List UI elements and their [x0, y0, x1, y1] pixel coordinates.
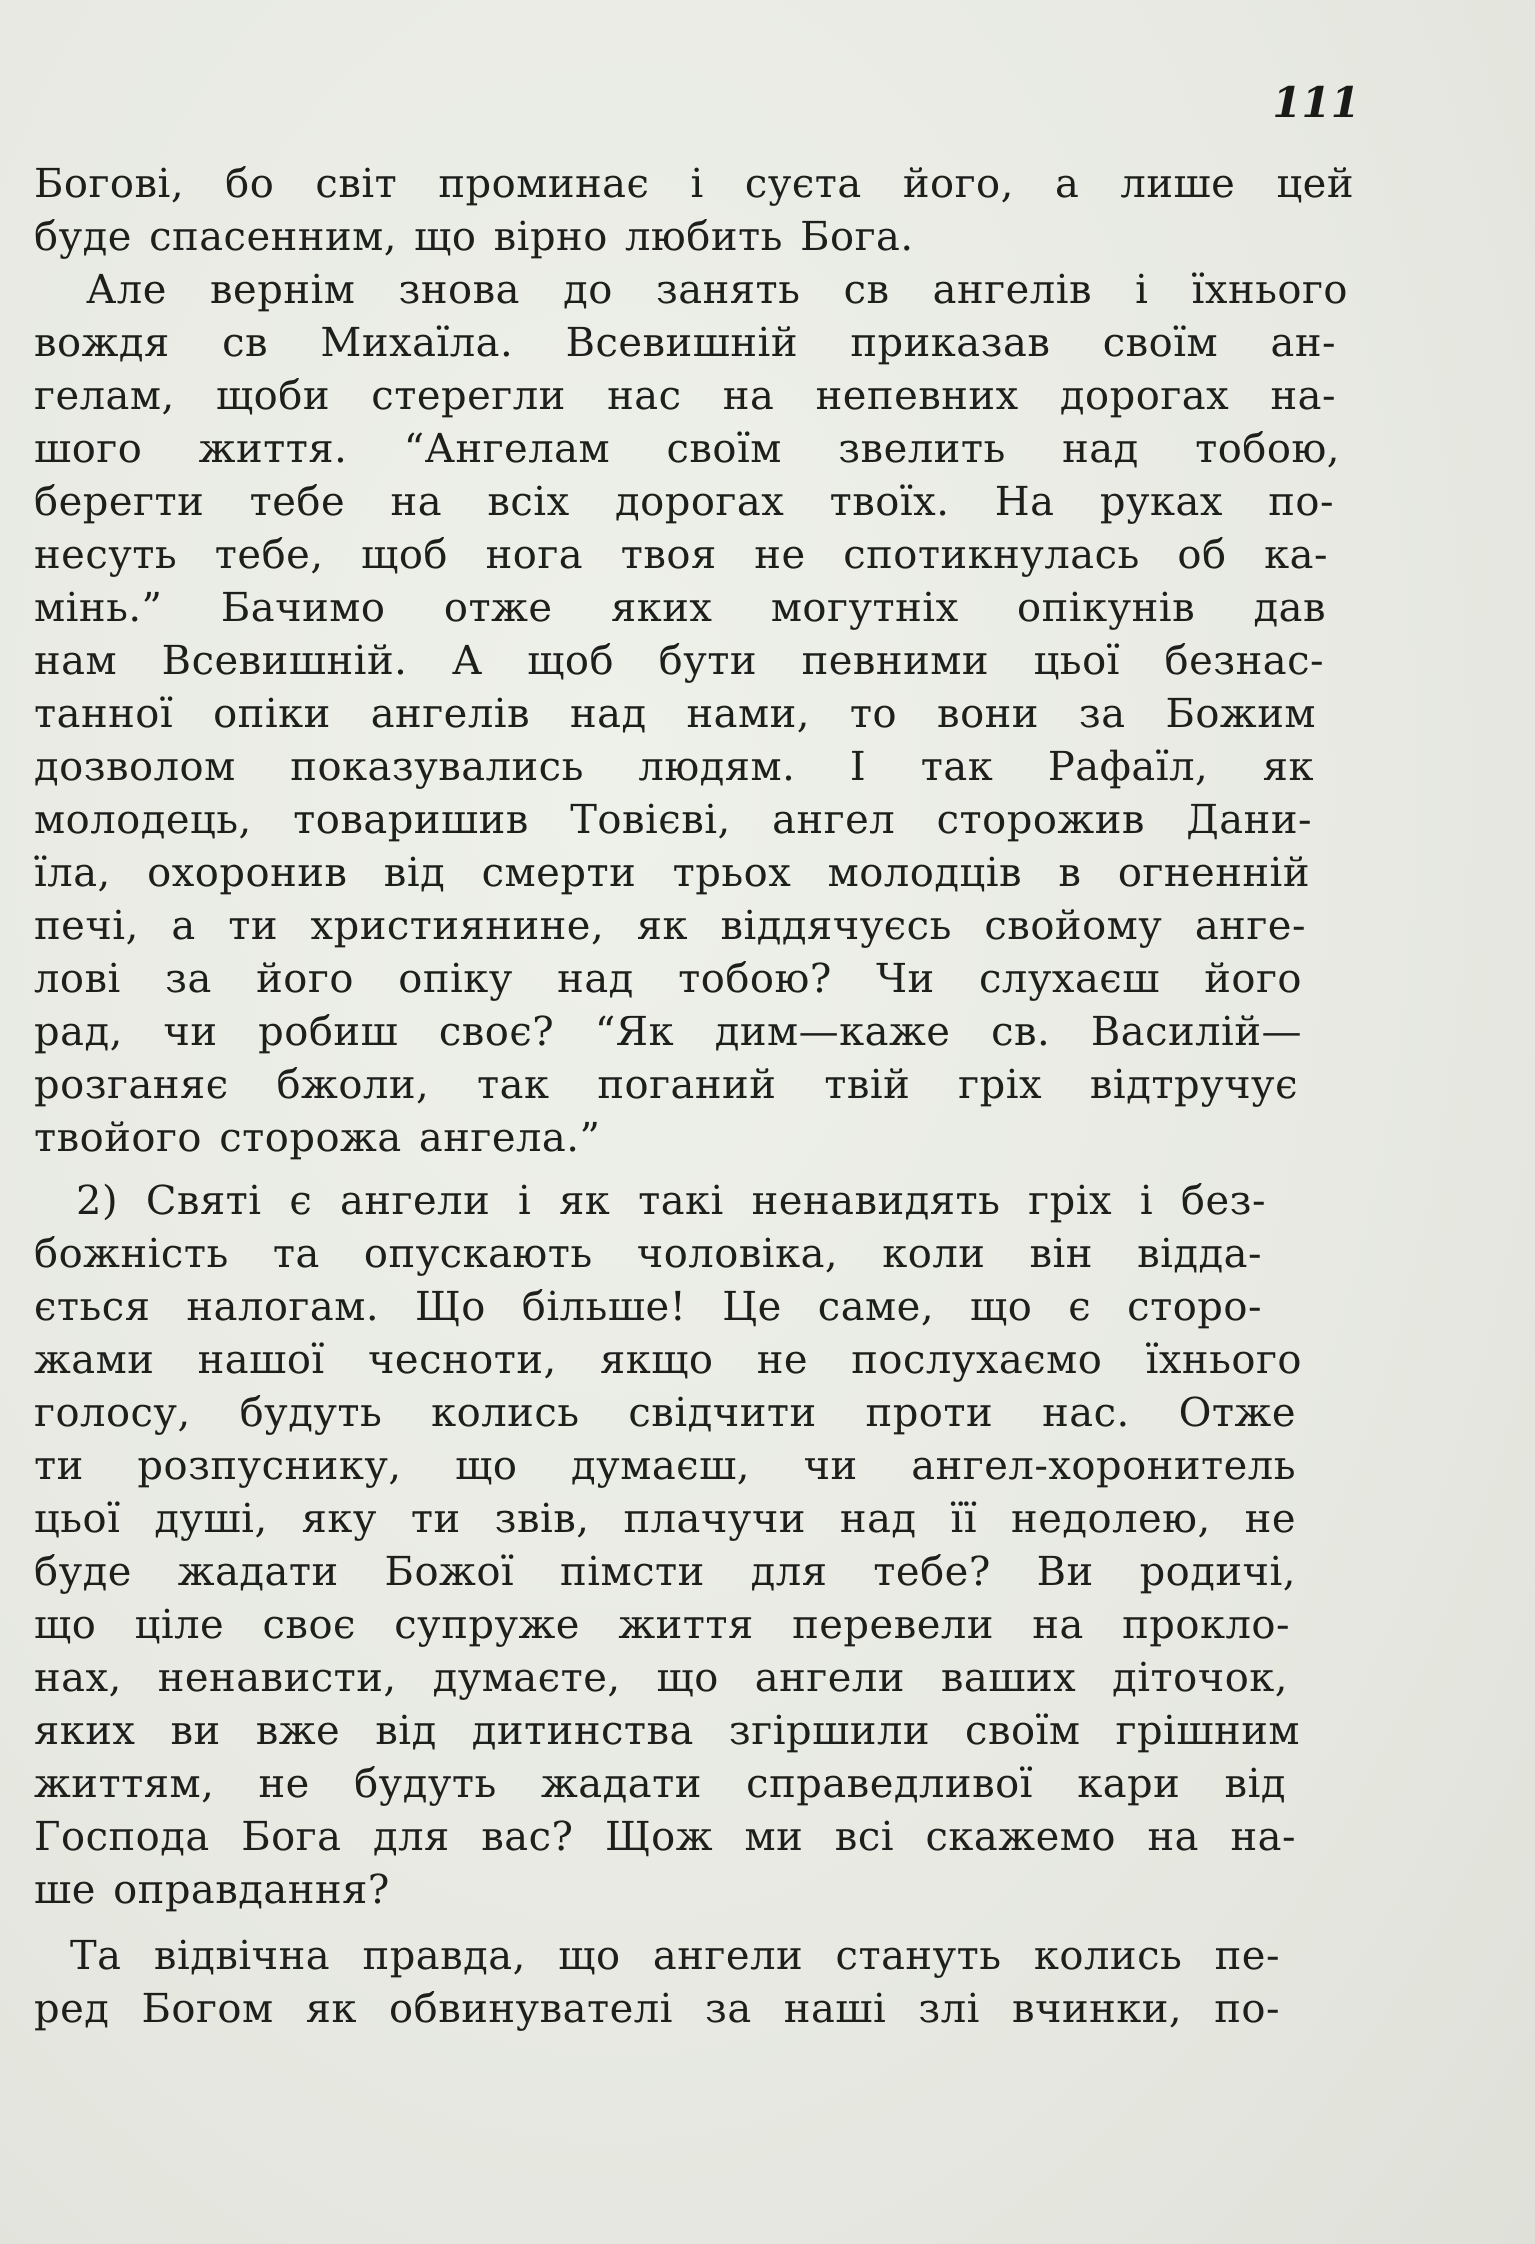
text-line: буде спасенним, що вірно любить Бога. [34, 214, 914, 260]
text-line: Богові, бо світ проминає і суєта його, а лише цей [34, 161, 1354, 207]
text-line: жами нашої чесноти, якщо не послухаємо їхнього [34, 1337, 1302, 1383]
text-line: цьої душі, яку ти звів, плачучи над її недолею, не [34, 1496, 1296, 1542]
text-line: молодець, товаришив Товієві, ангел сторожив Дани- [34, 797, 1312, 843]
page-number: 111 [1272, 78, 1360, 127]
text-line: ється налогам. Що більше! Це саме, що є сторо- [34, 1284, 1262, 1330]
text-line: дозволом показувались людям. І так Рафаїл, як [34, 744, 1314, 790]
text-line: печі, а ти християнине, як віддячуєсь свойому анге- [34, 903, 1306, 949]
text-line: лові за його опіку над тобою? Чи слухаєш його [34, 956, 1302, 1002]
text-line: рад, чи робиш своє? “Як дим—каже св. Василій— [34, 1009, 1302, 1055]
text-line: нам Всевишній. А щоб бути певними цьої безнас- [34, 638, 1324, 684]
text-line: Господа Бога для вас? Щож ми всі скажемо на на- [34, 1814, 1296, 1860]
text-line: шого життя. “Ангелам своїм звелить над тобою, [34, 426, 1340, 472]
paragraph-start-line: Та відвічна правда, що ангели стануть колись пе- [70, 1933, 1280, 1979]
text-line: танної опіки ангелів над нами, то вони за Божим [34, 691, 1316, 737]
text-line: ред Богом як обвинувателі за наші злі вчинки, по- [34, 1986, 1280, 2032]
text-line: що ціле своє супруже життя перевели на прокло- [34, 1602, 1290, 1648]
text-line: голосу, будуть колись свідчити проти нас. Отже [34, 1390, 1296, 1436]
text-line: розганяє бжоли, так поганий твій гріх відтручує [34, 1062, 1298, 1108]
text-line: твойого сторожа ангела.” [34, 1115, 601, 1161]
text-line: несуть тебе, щоб нога твоя не спотикнулась об ка- [34, 532, 1328, 578]
text-line: мінь.” Бачимо отже яких могутніх опікунів дав [34, 585, 1326, 631]
text-line: божність та опускають чоловіка, коли він відда- [34, 1231, 1262, 1277]
text-line: вождя св Михаїла. Всевишній приказав своїм ан- [34, 320, 1336, 366]
text-line: ше оправдання? [34, 1867, 390, 1913]
text-line: буде жадати Божої пімсти для тебе? Ви родичі, [34, 1549, 1296, 1595]
text-line: нах, ненависти, думаєте, що ангели ваших діточок, [34, 1655, 1288, 1701]
paragraph-start-line: Але вернім знова до занять св ангелів і їхнього [86, 267, 1348, 313]
text-line: берегти тебе на всіх дорогах твоїх. На руках по- [34, 479, 1334, 525]
text-line: гелам, щоби стерегли нас на непевних дорогах на- [34, 373, 1336, 419]
text-line: їла, охоронив від смерти трьох молодців в огненній [34, 850, 1310, 896]
text-line: яких ви вже від дитинства згіршили своїм грішним [34, 1708, 1300, 1754]
text-line: ти розпуснику, що думаєш, чи ангел-хоронитель [34, 1443, 1296, 1489]
text-line: життям, не будуть жадати справедливої кари від [34, 1761, 1286, 1807]
paragraph-start-line: 2) Святі є ангели і як такі ненавидять гріх і без- [76, 1178, 1266, 1224]
